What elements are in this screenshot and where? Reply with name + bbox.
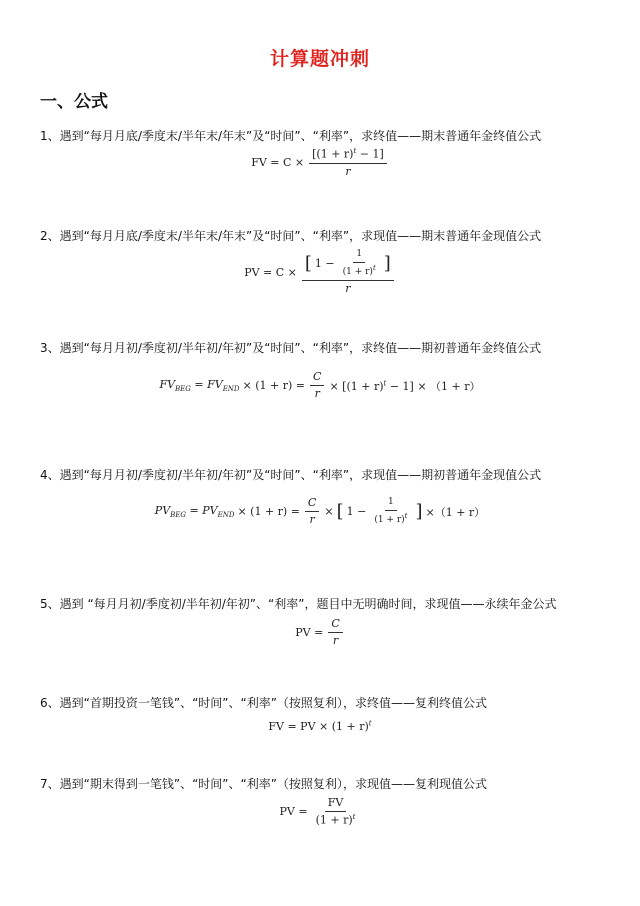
formula-3: $FV_{BEG} = FV_{END}$ × (1 + r) = $\frac{C}{r}$ × $[(1 + r)^t - 1] \times (1 + r)$ bbox=[159, 370, 481, 401]
formula-item-1: 1、遇到“每月月底/季度末/半年末/年末”及“时间”、“利率”，求终值——期末普通年金终值公式 bbox=[40, 129, 542, 143]
formula-item-6: 6、遇到“首期投资一笔钱”、“时间”、“利率”（按照复利），求终值——复利终值公式 bbox=[40, 696, 487, 710]
formula-item-3: 3、遇到“每月月初/季度初/半年初/年初”及“时间”、“利率”，求终值——期初普通年金终值公式 bbox=[40, 341, 542, 355]
formula-2: PV = C × [ 1 − $\frac{1}{(1 + r)^t}$ ] r bbox=[0, 250, 640, 295]
formula-item-4: 4、遇到“每月月初/季度初/半年初/年初”及“时间”、“利率”，求现值——期初普通年金现值公式 bbox=[40, 468, 542, 482]
formula-7: PV = $\frac{FV}{(1 + r)^t}$ bbox=[279, 796, 356, 827]
formula-4: $PV_{BEG} = PV_{END}$ × (1 + r) = $\frac{C}{r}$ × [ 1 − $\frac{1}{(1 + r)^t}$ ] ×（1 + r） bbox=[154, 496, 486, 527]
formula-1 bbox=[0, 148, 640, 178]
formula-5: PV = $\frac{C}{r}$ bbox=[0, 618, 640, 647]
section-heading: 一、公式 bbox=[40, 92, 108, 112]
formula-2-fraction: [ 1 − $\frac{1}{(1 + r)^t}$ ] r bbox=[302, 250, 394, 295]
formula-item-2: 2、遇到“每月月底/季度末/半年末/年末”及“时间”、“利率”，求现值——期末普通年金现值公式 bbox=[40, 229, 542, 243]
page-title: 计算题冲刺 bbox=[269, 48, 370, 70]
formula-6: FV = PV × $(1 + r)^t$ bbox=[268, 719, 372, 733]
formula-1-fraction: $\frac{[(1 + r)^t - 1]}{r}$ bbox=[309, 148, 387, 178]
formula-item-5: 5、遇到 “每月月初/季度初/半年初/年初”、“利率”，题目中无明确时间，求现值——永续年金公式 bbox=[40, 597, 557, 611]
formula-1-lhs: FV = C × bbox=[251, 156, 305, 170]
formula-item-7: 7、遇到“期末得到一笔钱”、“时间”、“利率”（按照复利），求现值——复利现值公式 bbox=[40, 777, 487, 791]
